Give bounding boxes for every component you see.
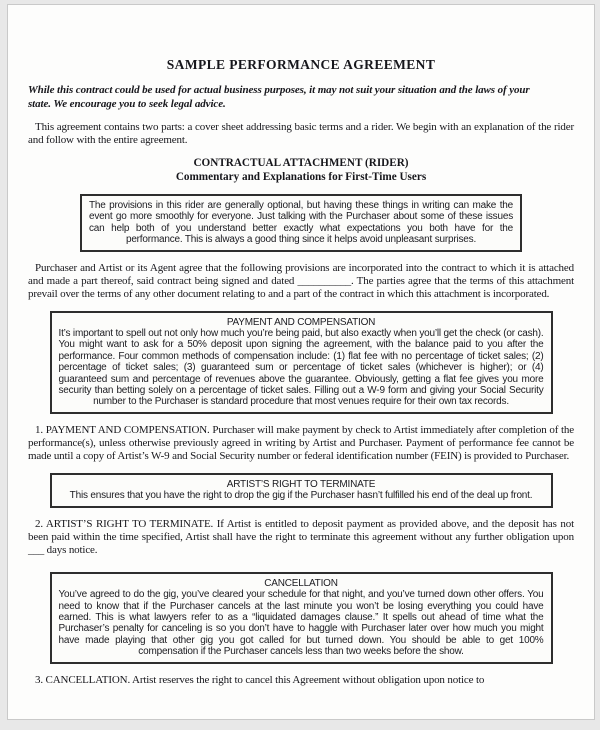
cancellation-box-title: CANCELLATION [264,577,338,589]
intro-paragraph: This agreement contains two parts: a cover sheet addressing basic terms and a rider. We begin with an explanation of the rider and follow with the entire agreement. [28,121,574,146]
clause-cancellation: 3. CANCELLATION. Artist reserves the right to cancel this Agreement without obligation upon notice to [35,673,485,686]
legal-disclaimer: While this contract could be used for actual business purposes, it may not suit your situation and the laws of your state. We encourage you to seek legal advice. [28,84,530,110]
right-to-terminate-box-title: ARTIST’S RIGHT TO TERMINATE [226,478,376,490]
payment-compensation-box-title: PAYMENT AND COMPENSATION [226,316,376,328]
payment-compensation-box [50,311,553,414]
agreement-page [7,4,595,720]
cancellation-box [50,572,553,664]
cancellation-box-text: You’ve agreed to do the gig, you’ve cleared your schedule for that night, and you’ve turned down other offers. You need to know that if the Purchaser cancels at the last minute you won’t be losing everything you could have earned. This is what lawyers refer to as a “liquidated damages clause.” It spells out ahead of time what the Purchaser’s penalty for canceling is so you don’t have to haggle with Purchaser later over how much you might have made playing that other gig you got called for but turned down. You should be able to get 100% compensation if the Purchaser cancels less than two weeks before the show. [58,589,544,658]
rider-heading: CONTRACTUAL ATTACHMENT (RIDER) [193,157,409,169]
clause-payment-compensation: 1. PAYMENT AND COMPENSATION. Purchaser will make payment by check to Artist immediately after completion of the performance(s), unless otherwise previously agreed in writing by Artist and Purchaser. Payment of performance fee cannot be made until a copy of Artist’s W-9 and Social Security number or federal identification number (FEIN) is provided to Purchaser. [28,423,574,462]
incorporation-paragraph: Purchaser and Artist or its Agent agree that the following provisions are incorporated into the contract to which it is attached and made a part thereof, said contract being signed and dated __________. The parties agree that the terms of this attachment prevail over the terms of any other document relating to and a part of the contract in which this attachment is incorporated. [28,261,574,300]
rider-intro-box-text: The provisions in this rider are generally optional, but having these things in writing can make the event go more smoothly for everyone. Just talking with the Purchaser about some of these issues can help both of you understand better exactly what expectations you both have for the performance. This is always a good thing since it helps avoid unpleasant surprises. [89,200,513,246]
right-to-terminate-box [50,473,553,508]
clause-right-to-terminate: 2. ARTIST’S RIGHT TO TERMINATE. If Artist is entitled to deposit payment as provided above, and the deposit has not been paid within the time specified, Artist shall have the right to terminate this agreement without any further obligation upon ___ days notice. [28,517,574,556]
payment-compensation-box-text: It’s important to spell out not only how much you’re being paid, but also exactly when you’ll get the check (or cash). You might want to ask for a 50% deposit upon signing the agreement, with the balance paid to you after the performance. Four common methods of compensation include: (1) flat fee with no percentage of ticket sales; (2) percentage of ticket sales; (3) guaranteed sum or percentage of ticket sales (whichever is higher); or (4) guaranteed sum and percentage of revenues above the guarantee. Obviously, getting a flat fee gives you more security than betting solely on a percentage of ticket sales. Filling out a W-9 form and giving your Social Security number to the Purchaser is standard procedure that most venues require for their own tax records. [58,328,544,408]
document-title: SAMPLE PERFORMANCE AGREEMENT [166,57,436,72]
rider-subheading: Commentary and Explanations for First-Time Users [175,171,427,183]
rider-intro-box [80,194,522,252]
right-to-terminate-box-text: This ensures that you have the right to drop the gig if the Purchaser hasn’t fulfilled his end of the deal up front. [69,490,533,502]
